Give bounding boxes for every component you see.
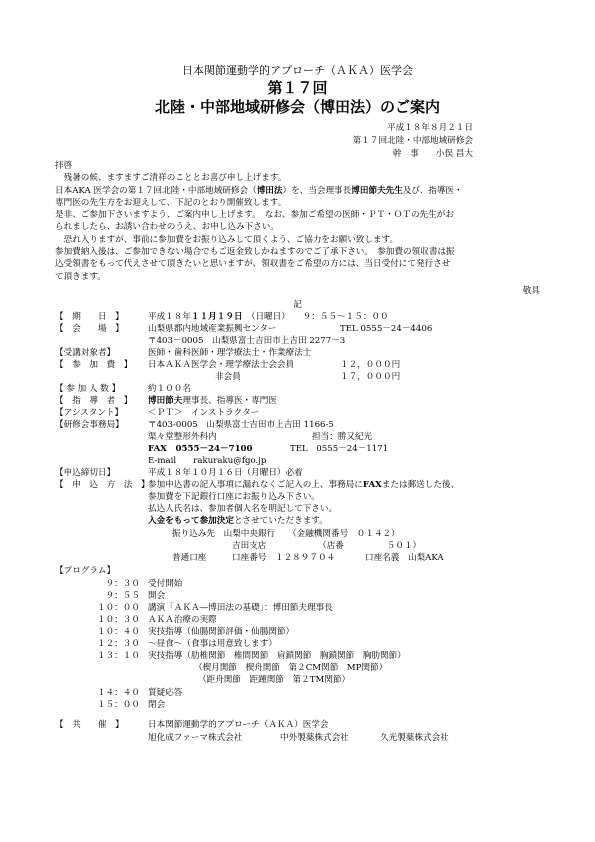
greeting-line: て頂きます。 <box>55 271 106 282</box>
deadline-value: 平成１８年１０月１６日（月曜日）必着 <box>148 468 303 478</box>
program-time: １４：４０ <box>97 688 140 698</box>
page-title: 北陸・中部地域研修会（博田法）のご案内 <box>154 98 440 116</box>
bank-account-number: 口座番号 １２８９７０４ <box>232 553 336 563</box>
sponsor-label: 【 共 催 】 <box>55 720 124 730</box>
program-item: 閉会 <box>148 700 166 710</box>
program-time: １０：４０ <box>97 627 140 637</box>
method-line: 参加申込書の記入事項に漏れなくご記入の上、事務局にFAXまたは郵送した後、 <box>148 480 460 490</box>
bank-account-name: 口座名義 山梨AKA <box>365 553 444 563</box>
bank-line: 振り込み先 山梨中央銀行 （金融機関番号 ０１４２） <box>172 529 400 539</box>
method-line: 払込人氏名は、参加者個人名を明記して下さい。 <box>148 504 338 514</box>
venue-name: 山梨県都内地域産業振興センター <box>148 324 277 334</box>
venue-tel: TEL 0555－24－4406 <box>340 324 433 334</box>
fee-member-value: １２，０００円 <box>340 360 401 370</box>
program-time: １０：００ <box>97 603 140 613</box>
capacity-value: 約１００名 <box>148 384 191 394</box>
program-item: 実技指導（肋椎関節 椎間関節 肩鎖関節 胸鎖関節 胸肋関節） <box>148 651 406 661</box>
greeting-open: 拝啓 <box>55 161 73 171</box>
bank-branch-number: （店番 ５０１） <box>318 541 422 551</box>
sender-person: 幹 事 小俣 昌大 <box>392 149 473 159</box>
greeting-line: 専門医の先生方をお迎えして、下記のとおり開催致します。 <box>55 197 287 208</box>
organization-name: 日本関節運動学的アプローチ（ＡＫＡ）医学会 <box>182 64 413 77</box>
program-time: １２：３０ <box>97 639 140 649</box>
program-item: （楔月関節 楔舟関節 第２CM関節 MP関節） <box>194 663 388 673</box>
greeting-line: られましたら、お誘い合わせのうえ、お申し込み下さい。 <box>55 222 279 233</box>
office-email: E-mail rakuraku@fgo.jp <box>148 456 267 466</box>
instructor-label: 【 指 導 者 】 <box>55 396 133 406</box>
office-contact: 担当：勝又紀光 <box>312 432 373 442</box>
target-label: 【受講対象者】 <box>55 348 116 358</box>
deadline-label: 【申込締切日】 <box>55 468 116 478</box>
venue-address: 〒403－0005 山梨県富士吉田市上吉田 2277－3 <box>148 336 346 346</box>
venue-label: 【 会 場 】 <box>55 324 124 334</box>
office-address: 〒403-0005 山梨県富士吉田市上吉田 1166-5 <box>148 420 334 430</box>
target-value: 医師・歯科医師・理学療法士・作業療法士 <box>148 348 312 358</box>
greeting-line: 参加費納入後は、ご参加できない場合でもご返金致しかねますのでご了承下さい。 参加費の領収書は振 <box>55 247 455 258</box>
program-time: ９：５５ <box>105 591 140 601</box>
assistant-label: 【アシスタント】 <box>55 408 124 418</box>
greeting-line: 日本AKA 医学会の第１７回北陸・中部地域研修会（博田法）を、当会理事長博田節夫先生及び、指導医・ <box>55 185 463 196</box>
ki-marker: 記 <box>293 300 302 310</box>
method-line: 入金をもって参加決定とさせていただきます。 <box>148 516 328 526</box>
program-item: ＡＫＡ治療の実際 <box>148 615 217 625</box>
office-clinic: 渠々堂整形外科内 <box>148 432 217 442</box>
program-item: （距舟関節 距踵関節 第２TM関節） <box>198 675 351 685</box>
greeting-line: 是非、ご参加下さいますよう、ご案内申し上げます。 なお、参加ご希望の医師・ＰＴ・ＯＴの先生がお <box>55 210 454 221</box>
date-label: 【 期 日 】 <box>55 312 124 322</box>
sponsor-company: 中外製薬株式会社 <box>280 733 349 743</box>
office-tel: TEL 0555－24－1171 <box>290 444 389 454</box>
instructor-value: 博田節夫理事長、指導医・専門医 <box>148 396 277 406</box>
sponsor-company: 旭化成ファーマ株式会社 <box>148 733 243 743</box>
program-item: 受付開始 <box>148 579 183 589</box>
fee-nonmember-value: １７，０００円 <box>340 372 401 382</box>
program-item: 実技指導（仙腸関節評価・仙腸関節） <box>148 627 295 637</box>
sender-group: 第１７回北陸・中部地域研修会 <box>352 136 473 146</box>
method-line: 参加費を下記銀行口座にお振り込み下さい。 <box>148 492 320 502</box>
program-item: 講演「ＡＫＡ―博田法の基礎」：博田節夫理事長 <box>148 603 333 613</box>
sponsor-line: 日本関節運動学的アプローチ（ＡＫＡ）医学会 <box>148 720 329 730</box>
sender-date: 平成１８年８月２１日 <box>387 123 473 133</box>
program-time: １０：３０ <box>97 615 140 625</box>
program-item: 質疑応答 <box>148 688 183 698</box>
session-number: 第１７回 <box>267 79 328 97</box>
program-label: 【プログラム】 <box>55 566 116 576</box>
capacity-label: 【 参 加 人 数 】 <box>55 384 121 394</box>
office-label: 【研修会事務局】 <box>55 420 124 430</box>
greeting-line: 残暑の候、ますますご清祥のこととお喜び申し上げます。 <box>55 173 287 184</box>
program-time: １３：１０ <box>97 651 140 661</box>
program-time: ９：３０ <box>105 579 140 589</box>
program-item: ～昼食～（食事は用意致します） <box>148 639 277 649</box>
bank-account-type: 普通口座 <box>172 553 207 563</box>
sponsor-company: 久光製薬株式会社 <box>380 733 449 743</box>
fee-member-label: 日本ＡＫＡ医学会・理学療法士会会員 <box>148 360 295 370</box>
method-label: 【 申 込 方 法 】 <box>55 480 150 490</box>
closing-word: 敬具 <box>522 286 540 296</box>
program-item: 開会 <box>148 591 166 601</box>
program-time: １５：００ <box>97 700 140 710</box>
assistant-value: ＜ＰＴ＞ インストラクター <box>148 408 260 418</box>
greeting-line: 恐れ入りますが、事前に参加費をお振り込みして頂くよう、ご協力をお願い致します。 <box>55 234 399 245</box>
fee-label: 【 参 加 費 】 <box>55 360 133 370</box>
date-value: 平成１８年１１月１９日 （日曜日） ９：５５～１５：００ <box>148 312 389 322</box>
fee-nonmember-label: 非会員 <box>215 372 241 382</box>
bank-branch: 吉田支店 <box>232 541 267 551</box>
office-fax: FAX 0555－24－7100 <box>148 444 253 454</box>
greeting-block <box>55 160 555 283</box>
greeting-line: 込受領書をもって代えさせて頂きたいと思いますが、領収書をご希望の方には、当日受付にて発行させ <box>55 259 451 270</box>
